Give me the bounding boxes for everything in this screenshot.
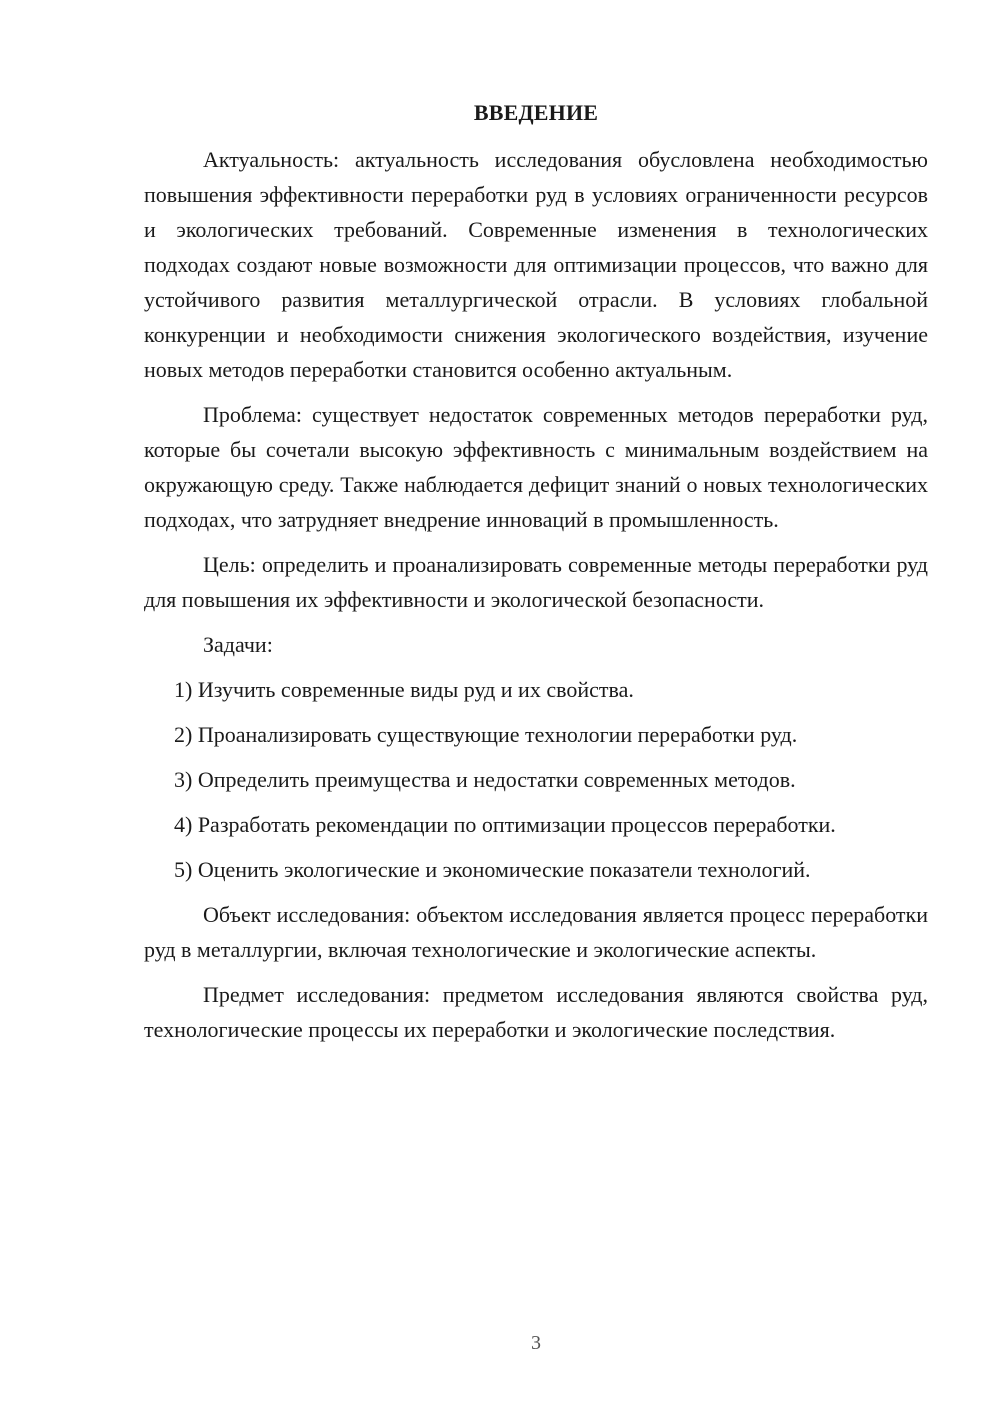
- page-number: 3: [531, 1332, 541, 1354]
- document-page: [144, 95, 928, 1057]
- object-paragraph: Объект исследования: объектом исследования является процесс переработки руд в металлургии, включая технологические и экологические аспекты.: [144, 902, 928, 962]
- page-title: ВВЕДЕНИЕ: [473, 100, 599, 125]
- task-item-3: 3) Определить преимущества и недостатки современных методов.: [174, 767, 796, 792]
- task-item-5: 5) Оценить экологические и экономические показатели технологий.: [174, 857, 811, 882]
- subject-paragraph: Предмет исследования: предметом исследования являются свойства руд, технологические процессы их переработки и экологические последствия.: [144, 982, 928, 1042]
- task-item-4: 4) Разработать рекомендации по оптимизации процессов переработки.: [174, 812, 836, 837]
- tasks-list: [144, 672, 928, 887]
- relevance-paragraph: Актуальность: актуальность исследования обусловлена необходимостью повышения эффективности переработки руд в условиях ограниченности ресурсов и экологических требований. Современные изменения в технологических подходах создают новые возможности для оптимизации процессов, что важно для устойчивого развития металлургической отрасли. В условиях глобальной конкуренции и необходимости снижения экологического воздействия, изучение новых методов переработки становится особенно актуальным.: [144, 147, 928, 382]
- task-item-1: 1) Изучить современные виды руд и их свойства.: [174, 677, 634, 702]
- task-item-2: 2) Проанализировать существующие технологии переработки руд.: [174, 722, 798, 747]
- problem-paragraph: Проблема: существует недостаток современных методов переработки руд, которые бы сочетали высокую эффективность с минимальным воздействием на окружающую среду. Также наблюдается дефицит знаний о новых технологических подходах, что затрудняет внедрение инноваций в промышленность.: [144, 402, 928, 532]
- goal-paragraph: Цель: определить и проанализировать современные методы переработки руд для повышения их эффективности и экологической безопасности.: [144, 552, 928, 612]
- tasks-heading: Задачи:: [203, 632, 273, 657]
